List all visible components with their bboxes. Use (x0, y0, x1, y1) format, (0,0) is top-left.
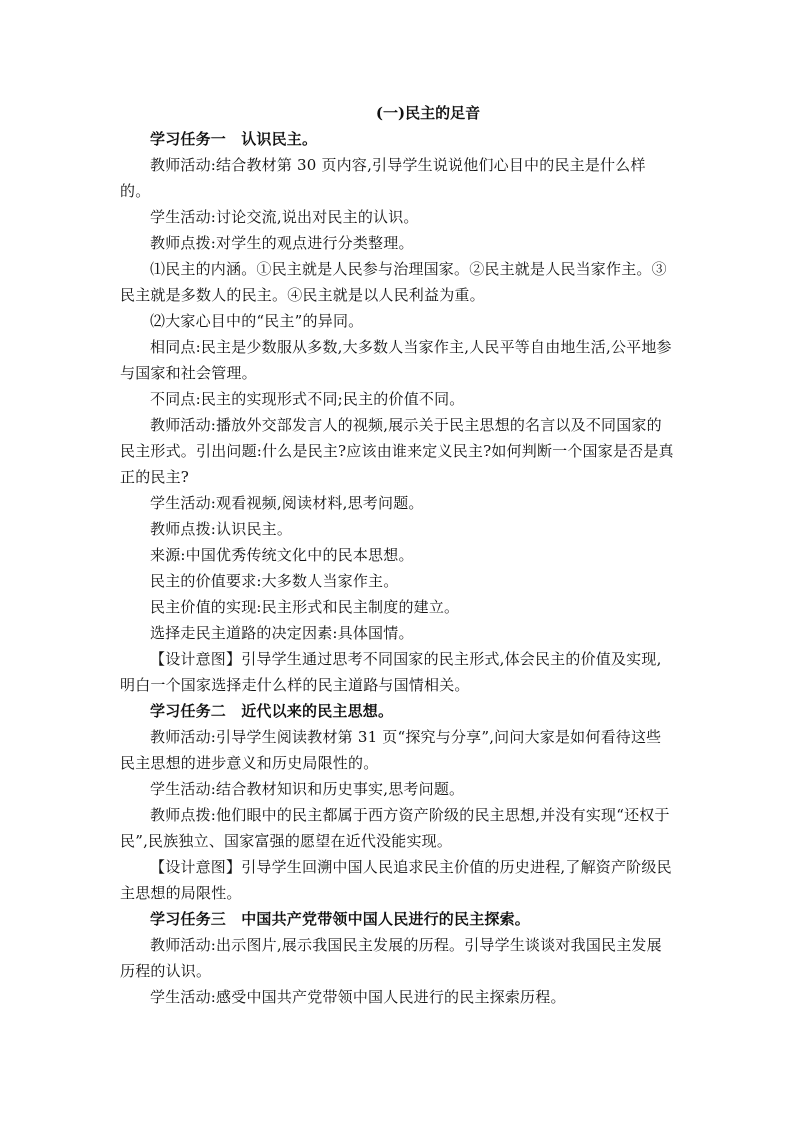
paragraph: 教师点拨:他们眼中的民主都属于西方资产阶级的民主思想,并没有实现“还权于民”,民族独立、国家富强的愿望在近代没能实现。 (120, 806, 670, 850)
paragraph: 民主的价值要求:大多数人当家作主。 (150, 572, 399, 590)
paragraph: 民主价值的实现:民主形式和民主制度的建立。 (150, 598, 460, 616)
paragraph: 教师活动:引导学生阅读教材第 31 页“探究与分享”,问问大家是如何看待这些民主思想的进步意义和历史局限性的。 (120, 728, 662, 772)
paragraph: 来源:中国优秀传统文化中的民本思想。 (150, 546, 414, 564)
document-body (120, 100, 676, 1010)
paragraph: 教师点拨:认识民主。 (150, 520, 293, 538)
paragraph: 教师点拨:对学生的观点进行分类整理。 (150, 234, 414, 252)
paragraph: 学生活动:观看视频,阅读材料,思考问题。 (150, 494, 424, 512)
section-title: (一)民主的足音 (375, 104, 481, 122)
task-heading-3: 学习任务三 中国共产党带领中国人民进行的民主探索。 (150, 910, 531, 928)
design-intent: 【设计意图】引导学生回溯中国人民追求民主价值的历史进程,了解资产阶级民主思想的局限性。 (120, 858, 672, 902)
paragraph: 教师活动:出示图片,展示我国民主发展的历程。引导学生谈谈对我国民主发展历程的认识。 (120, 936, 662, 980)
paragraph: 教师活动:结合教材第 30 页内容,引导学生说说他们心目中的民主是什么样的。 (120, 156, 646, 200)
paragraph: 学生活动:结合教材知识和历史事实,思考问题。 (150, 780, 465, 798)
paragraph: 学生活动:讨论交流,说出对民主的认识。 (150, 208, 419, 226)
task-heading-1: 学习任务一 认识民主。 (150, 130, 318, 148)
paragraph: 学生活动:感受中国共产党带领中国人民进行的民主探索历程。 (150, 988, 566, 1006)
paragraph: 不同点:民主的实现形式不同;民主的价值不同。 (150, 390, 465, 408)
paragraph: 相同点:民主是少数服从多数,大多数人当家作主,人民平等自由地生活,公平地参与国家和社会管理。 (120, 338, 672, 382)
paragraph: ⑴民主的内涵。①民主就是人民参与治理国家。②民主就是人民当家作主。③民主就是多数人的民主。④民主就是以人民利益为重。 (120, 260, 667, 304)
paragraph: 教师活动:播放外交部发言人的视频,展示关于民主思想的名言以及不同国家的民主形式。引出问题:什么是民主?应该由谁来定义民主?如何判断一个国家是否是真正的民主? (120, 416, 674, 486)
design-intent: 【设计意图】引导学生通过思考不同国家的民主形式,体会民主的价值及实现,明白一个国家选择走什么样的民主道路与国情相关。 (120, 650, 662, 694)
task-heading-2: 学习任务二 近代以来的民主思想。 (150, 702, 394, 720)
paragraph: 选择走民主道路的决定因素:具体国情。 (150, 624, 414, 642)
paragraph: ⑵大家心目中的“民主”的异同。 (150, 312, 364, 330)
